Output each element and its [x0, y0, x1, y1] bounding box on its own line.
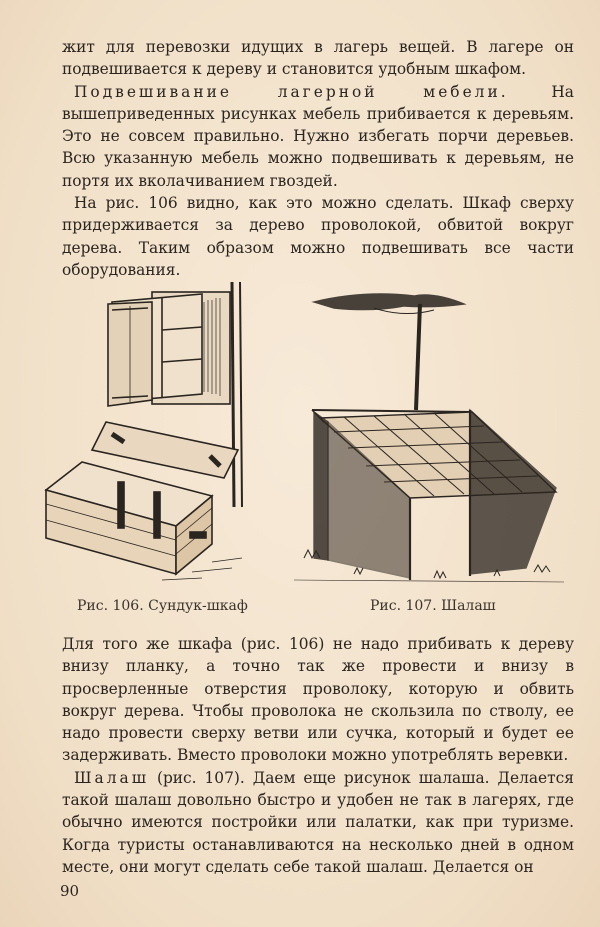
text-block-top	[62, 36, 574, 281]
figure-107-hut	[284, 282, 576, 588]
chest-cabinet-illustration	[42, 282, 248, 588]
paragraph: жит для перевозки идущих в лагерь вещей. В лагере он подвешивается к дереву и становится удобным шкафом.	[62, 38, 574, 79]
paragraph-body: (рис. 107). Даем еще рисунок шалаша. Делается такой шалаш довольно быстро и удобен не так в лагерях, где обычно имеются постройки или палатки, как при туризме. Когда туристы останавливаются на несколько дней в одном месте, они могут сделать себе такой шалаш. Делается он	[62, 768, 574, 876]
paragraph: На рис. 106 видно, как это можно сделать. Шкаф сверху придерживается за дерево проволокой, обвитой вокруг дерева. Таким образом можно подвешивать все части оборудования.	[62, 194, 574, 279]
page-number: 90	[60, 882, 80, 900]
paragraph: Для того же шкафа (рис. 106) не надо прибивать к дереву внизу планку, а точно так же провести и внизу в просверленные отверстия проволоку, которую и обвить вокруг дерева. Чтобы проволока не скользила по стволу, ее надо провести сверху ветви или сучка, который и будет ее задерживать. Вместо проволоки можно употреблять веревки.	[62, 635, 574, 765]
text-block-bottom	[62, 633, 574, 878]
inline-heading: Подвешивание лагерной мебели.	[74, 82, 509, 101]
paragraph-body: На вышеприведенных рисунках мебель прибивается к деревьям. Это не совсем правильно. Нужно избегать порчи деревьев. Всю указанную мебель можно подвешивать к деревьям, не портя их вколачиванием гвоздей.	[62, 82, 574, 190]
figure-106-caption: Рис. 106. Сундук-шкаф	[77, 598, 248, 614]
paragraph	[62, 767, 574, 878]
inline-heading: Шалаш	[74, 768, 149, 787]
figure-106-chest-cabinet	[42, 282, 248, 588]
figure-107-caption: Рис. 107. Шалаш	[370, 598, 496, 614]
hut-illustration	[284, 282, 576, 588]
paragraph	[62, 81, 574, 192]
